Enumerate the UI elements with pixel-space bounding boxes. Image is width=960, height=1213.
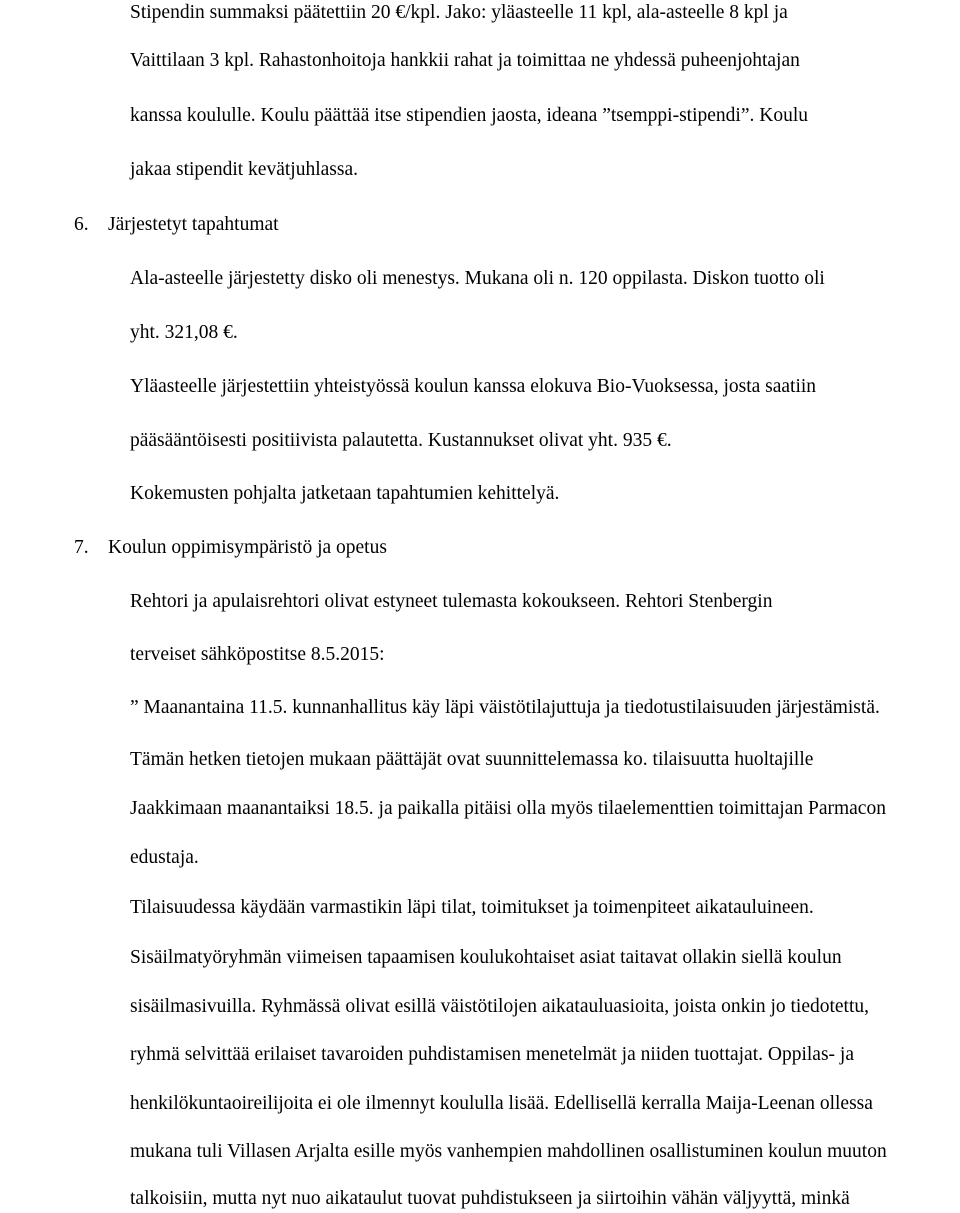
section-7-quote-line-8: ryhmä selvittää erilaiset tavaroiden puhdistamisen menetelmät ja niiden tuottajat. Oppilas- ja	[130, 1044, 854, 1065]
stipend-line-1: Stipendin summaksi päätettiin 20 €/kpl. Jako: yläasteelle 11 kpl, ala-asteelle 8 kpl ja	[130, 2, 788, 23]
section-6-line-4: pääsääntöisesti positiivista palautetta. Kustannukset olivat yht. 935 €.	[130, 430, 672, 451]
stipend-line-4: jakaa stipendit kevätjuhlassa.	[130, 159, 358, 180]
stipend-line-2: Vaittilaan 3 kpl. Rahastonhoitoja hankkii rahat ja toimittaa ne yhdessä puheenjohtajan	[130, 50, 800, 71]
section-7-quote-line-11: talkoisiin, mutta nyt nuo aikataulut tuovat puhdistukseen ja siirtoihin vähän väljyyttä, minkä	[130, 1188, 850, 1209]
section-7-quote-line-4: edustaja.	[130, 847, 199, 868]
section-7-number: 7.	[74, 537, 89, 558]
section-7-quote-line-5: Tilaisuudessa käydään varmastikin läpi tilat, toimitukset ja toimenpiteet aikatauluineen.	[130, 897, 814, 918]
section-6-line-2: yht. 321,08 €.	[130, 322, 238, 343]
section-7-quote-line-10: mukana tuli Villasen Arjalta esille myös vanhempien mahdollinen osallistuminen koulun muuton	[130, 1141, 887, 1162]
section-6-number: 6.	[74, 214, 89, 235]
section-6-line-1: Ala-asteelle järjestetty disko oli menestys. Mukana oli n. 120 oppilasta. Diskon tuotto oli	[130, 268, 825, 289]
section-6-line-5: Kokemusten pohjalta jatketaan tapahtumien kehittelyä.	[130, 483, 560, 504]
section-7-quote-line-7: sisäilmasivuilla. Ryhmässä olivat esillä väistötilojen aikatauluasioita, joista onkin jo tiedotettu,	[130, 996, 870, 1017]
section-6-title: Järjestetyt tapahtumat	[108, 214, 279, 235]
section-6-line-3: Yläasteelle järjestettiin yhteistyössä koulun kanssa elokuva Bio-Vuoksessa, josta saatiin	[130, 376, 817, 397]
stipend-line-3: kanssa koululle. Koulu päättää itse stipendien jaosta, ideana ”tsemppi-stipendi”. Koulu	[130, 105, 808, 126]
section-7-line-2: terveiset sähköpostitse 8.5.2015:	[130, 644, 385, 665]
section-7-quote-line-2: Tämän hetken tietojen mukaan päättäjät ovat suunnittelemassa ko. tilaisuutta huoltajille	[130, 749, 814, 770]
section-7-quote-line-3: Jaakkimaan maanantaiksi 18.5. ja paikalla pitäisi olla myös tilaelementtien toimittajan Parmacon	[130, 798, 886, 819]
section-7-quote-line-9: henkilökuntaoireilijoita ei ole ilmennyt koululla lisää. Edellisellä kerralla Maija-Leenan ollessa	[130, 1093, 873, 1114]
section-7-quote-line-1: ” Maanantaina 11.5. kunnanhallitus käy läpi väistötilajuttuja ja tiedotustilaisuuden järjestämistä.	[130, 697, 880, 718]
section-7-title: Koulun oppimisympäristö ja opetus	[108, 537, 387, 558]
section-7-quote-line-6: Sisäilmatyöryhmän viimeisen tapaamisen koulukohtaiset asiat taitavat ollakin siellä koulun	[130, 947, 842, 968]
section-7-line-1: Rehtori ja apulaisrehtori olivat estyneet tulemasta kokoukseen. Rehtori Stenbergin	[130, 591, 773, 612]
